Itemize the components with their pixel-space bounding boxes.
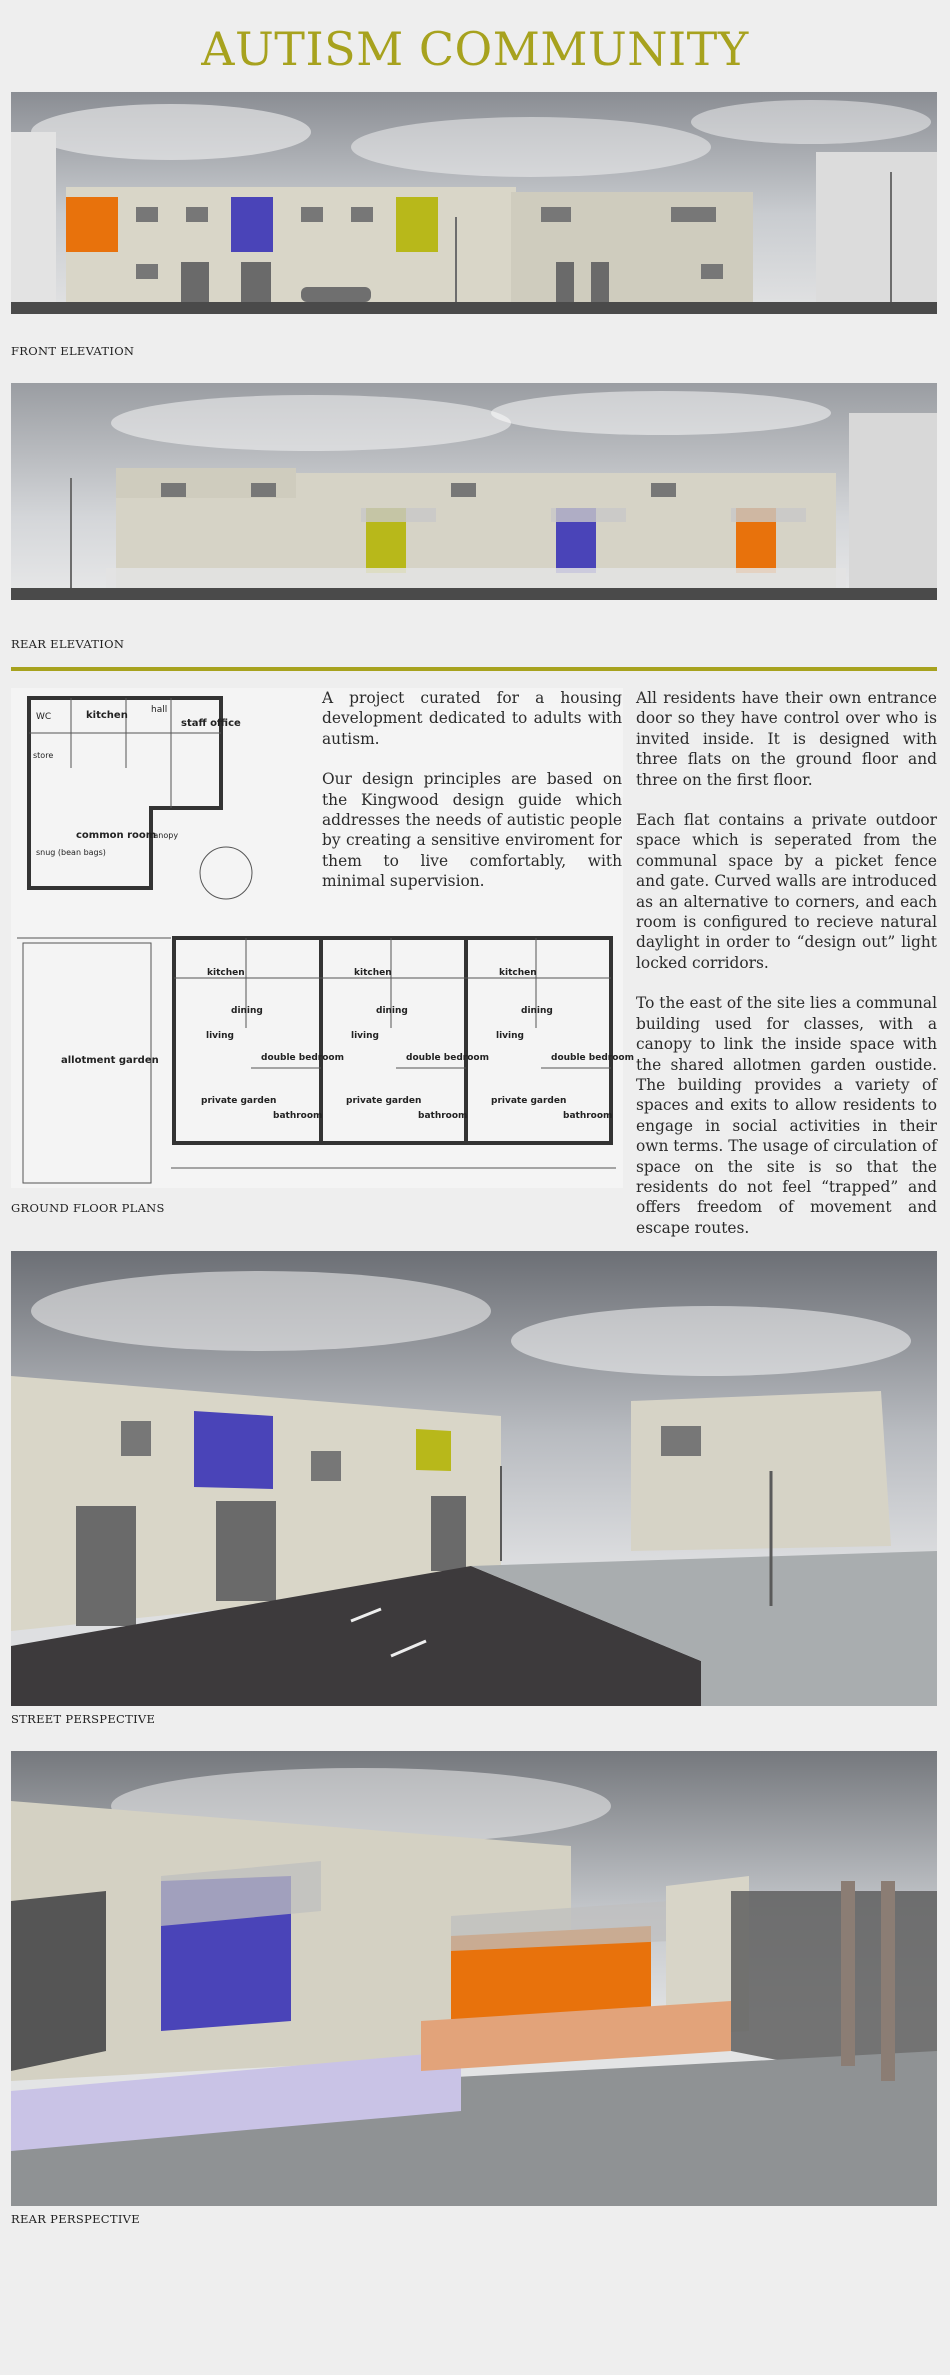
- plan-label-staff-office: staff office: [181, 718, 241, 729]
- plan-label-canopy: canopy: [149, 831, 179, 840]
- plan-label-garden-1: private garden: [201, 1096, 277, 1106]
- plan-label-garden-2: private garden: [346, 1096, 422, 1106]
- street-perspective-image: [11, 1251, 937, 1706]
- front-elevation-caption: FRONT ELEVATION: [11, 344, 135, 358]
- plan-label-garden-3: private garden: [491, 1096, 567, 1106]
- plan-label-bathroom-1: bathroom: [273, 1111, 323, 1121]
- plan-label-kitchen-3: kitchen: [499, 968, 537, 978]
- description-paragraph-2: Each flat contains a private outdoor space which is seperated from the communal space by a picket fence and gate. Curved walls are introduced as an alternative to corners, and each room is configured to recieve natural daylight in order to “design out” light locked corridors.: [636, 811, 937, 972]
- plan-label-kitchen-2: kitchen: [354, 968, 392, 978]
- plan-label-dining-2: dining: [376, 1006, 408, 1016]
- plan-label-bedroom-2: double bedroom: [406, 1053, 489, 1063]
- plan-label-bedroom-3: double bedroom: [551, 1053, 634, 1063]
- plan-label-living-1: living: [206, 1031, 234, 1041]
- plan-label-bathroom-2: bathroom: [418, 1111, 468, 1121]
- rear-perspective-image: [11, 1751, 937, 2206]
- plan-label-bedroom-1: double bedroom: [261, 1053, 344, 1063]
- section-divider: [11, 667, 937, 671]
- description-text: [636, 688, 937, 1258]
- street-perspective-caption: STREET PERSPECTIVE: [11, 1712, 156, 1726]
- plan-label-common-room: common room: [76, 830, 157, 841]
- intro-paragraph-2: Our design principles are based on the Kingwood design guide which addresses the needs of autistic people by creating a sensitive enviroment for them to live comfortably, with minimal supervision.: [322, 770, 622, 891]
- plan-label-living-2: living: [351, 1031, 379, 1041]
- description-paragraph-1: All residents have their own entrance door so they have control over who is invited inside. It is designed with three flats on the ground floor and three on the first floor.: [636, 689, 937, 789]
- plan-label-hall: hall: [151, 705, 168, 715]
- plan-label-allotment: allotment garden: [61, 1055, 159, 1066]
- intro-paragraph-1: A project curated for a housing development dedicated to adults with autism.: [322, 689, 622, 748]
- plan-label-kitchen: kitchen: [86, 710, 128, 721]
- plan-label-bathroom-3: bathroom: [563, 1111, 613, 1121]
- rear-elevation-image: [11, 383, 937, 628]
- plan-label-wc: WC: [36, 712, 52, 722]
- plan-label-store: store: [33, 751, 54, 760]
- plan-label-snug: snug (bean bags): [36, 848, 106, 857]
- plan-label-dining-1: dining: [231, 1006, 263, 1016]
- page-title: AUTISM COMMUNITY: [201, 22, 749, 76]
- description-paragraph-3: To the east of the site lies a communal building used for classes, with a canopy to link the inside space with the shared allotmen garden oustide. The building provides a variety of spaces and exits to allow residents to engage in social activities in their own terms. The usage of circulation of space on the site is so that the residents do not feel “trapped” and offers freedom of movement and escape routes.: [636, 994, 937, 1237]
- rear-elevation-caption: REAR ELEVATION: [11, 637, 125, 651]
- ground-floor-plans-caption: GROUND FLOOR PLANS: [11, 1201, 165, 1215]
- intro-text: [322, 688, 622, 912]
- front-elevation-image: [11, 92, 937, 337]
- plan-label-dining-3: dining: [521, 1006, 553, 1016]
- plan-label-living-3: living: [496, 1031, 524, 1041]
- rear-perspective-caption: REAR PERSPECTIVE: [11, 2212, 140, 2226]
- plan-label-kitchen-1: kitchen: [207, 968, 245, 978]
